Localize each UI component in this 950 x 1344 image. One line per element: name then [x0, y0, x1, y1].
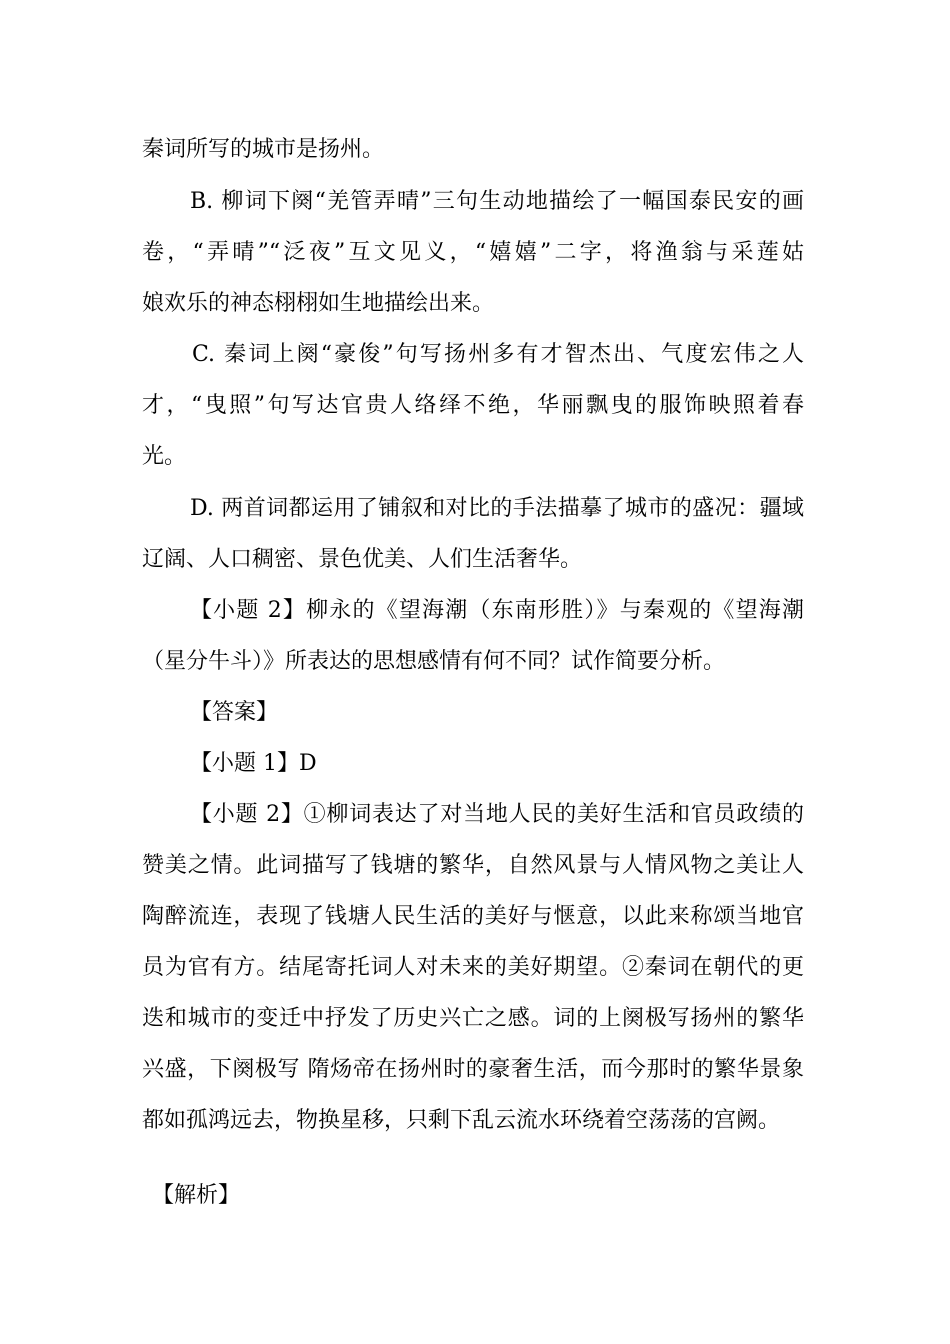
answer-2-line: 【小题 2】①柳词表达了对当地人民的美好生活和官员政绩的 [190, 802, 804, 827]
text-line: 赞美之情。此词描写了钱塘的繁华，自然风景与人情风物之美让人 [142, 853, 804, 878]
option-b-line: B. 柳词下阕“羌管弄晴”三句生动地描绘了一幅国泰民安的画 [190, 189, 804, 214]
text-line: 光。 [142, 444, 187, 469]
option-c-line: C. 秦词上阕“豪俊”句写扬州多有才智杰出、气度宏伟之人 [192, 342, 804, 367]
text-line: 秦词所写的城市是扬州。 [142, 137, 385, 162]
text-line: 卷，“弄晴”“泛夜”互文见义，“嬉嬉”二字，将渔翁与采莲姑 [142, 240, 804, 265]
answer-heading: 【答案】 [190, 700, 279, 725]
text-line: 娘欢乐的神态栩栩如生地描绘出来。 [142, 291, 495, 316]
text-line: 陶醉流连，表现了钱塘人民生活的美好与惬意，以此来称颂当地官 [142, 904, 804, 929]
text-line: 兴盛，下阕极写 隋炀帝在扬州时的豪奢生活，而今那时的繁华景象 [142, 1057, 804, 1082]
text-line: 迭和城市的变迁中抒发了历史兴亡之感。词的上阕极写扬州的繁华 [142, 1006, 804, 1031]
text-line: 才，“曳照”句写达官贵人络绎不绝，华丽飘曳的服饰映照着春 [142, 393, 804, 418]
text-line: 员为官有方。结尾寄托词人对未来的美好期望。②秦词在朝代的更 [142, 955, 804, 980]
question-2-line: 【小题 2】柳永的《望海潮（东南形胜）》与秦观的《望海潮 [190, 598, 804, 623]
text-line: 辽阔、人口稠密、景色优美、人们生活奢华。 [142, 547, 583, 572]
answer-1-line: 【小题 1】D [190, 751, 317, 776]
analysis-heading: 【解析】 [152, 1183, 241, 1208]
text-line: 都如孤鸿远去，物换星移，只剩下乱云流水环绕着空荡荡的宫阙。 [142, 1108, 781, 1133]
text-line: （星分牛斗）》所表达的思想感情有何不同？试作简要分析。 [142, 649, 726, 674]
option-d-line: D. 两首词都运用了铺叙和对比的手法描摹了城市的盛况：疆域 [190, 496, 804, 521]
